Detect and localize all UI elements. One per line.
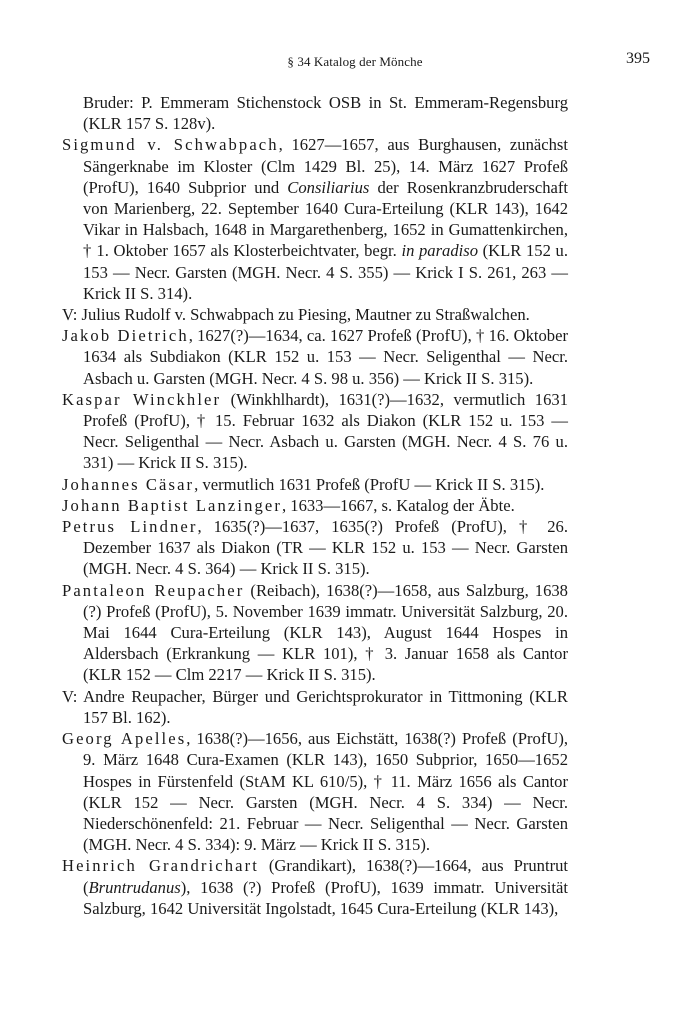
entry-text: Bruder: P. Emmeram Stichenstock OSB in St. Emmeram-Regensburg (KLR 157 S. 128v).: [83, 93, 568, 134]
catalog-entry: [62, 516, 568, 580]
entry-text: , vermutlich 1631 Profeß (ProfU — Krick II S. 315).: [194, 474, 545, 494]
monk-name: Georg Apelles: [62, 729, 187, 749]
entry-continuation: [62, 92, 568, 134]
monk-name: Pantaleon Reupacher: [62, 580, 245, 600]
family-note: V: Andre Reupacher, Bürger und Gerichtsprokurator in Tittmoning (KLR 157 Bl. 162).: [62, 686, 568, 727]
entry-text: , 1627—1657, aus Burghausen, zunächst Sängerknabe im Kloster (Clm 1429 Bl. 25), 14. März 1627 Profeß (ProfU), 1640 Subprior und: [83, 135, 568, 197]
section-title: § 34 Katalog der Mönche: [287, 54, 423, 69]
monk-name: Kaspar Winckhler: [62, 389, 222, 409]
monk-name: Sigmund v. Schwabpach: [62, 135, 279, 155]
monk-name: Johann Baptist Lanzinger: [62, 495, 282, 515]
monk-name: Johannes Cäsar: [62, 474, 195, 494]
entry-text: , 1627(?)—1634, ca. 1627 Profeß (ProfU), † 16. Oktober 1634 als Subdiakon (KLR 152 u. 153 — Necr. Seligenthal — Necr. Asbach u. Garsten (MGH. Necr. 4 S. 98 u. 356) — Krick II S. 315).: [83, 326, 568, 388]
entry-text: (KLR 152 u. 153 — Necr. Garsten (MGH. Necr. 4 S. 355) — Krick I S. 261, 263 — Krick II S. 314).: [83, 241, 568, 303]
catalog-entry: [62, 495, 568, 516]
catalog-entry: [62, 855, 568, 919]
catalog-body: [62, 92, 568, 919]
catalog-entry: [62, 580, 568, 686]
entry-text: , 1638(?)—1656, aus Eichstätt, 1638(?) Profeß (ProfU), 9. März 1648 Cura-Examen (KLR 143), 1650 Subprior, 1650—1652 Hospes in Fürstenfeld (StAM KL 610/5), † 11. März 1656 als Cantor (KLR 152 — Necr. Garsten (MGH. Necr. 4 S. 334) — Necr. Niederschönenfeld: 21. Februar — Necr. Seligenthal — Necr. Garsten (MGH. Necr. 4 S. 334): 9. März — Krick II S. 315).: [83, 729, 568, 855]
entry-text: , 1635(?)—1637, 1635(?) Profeß (ProfU), † 26. Dezember 1637 als Diakon (TR — KLR 152 u. 153 — Necr. Garsten (MGH. Necr. 4 S. 364) — Krick II S. 315).: [83, 517, 569, 579]
catalog-entry: [62, 134, 568, 304]
catalog-entry: [62, 474, 568, 495]
entry-text: , 1633—1667, s. Katalog der Äbte.: [281, 495, 515, 515]
catalog-entry: [62, 389, 568, 474]
entry-text: (Reibach), 1638(?)—1658, aus Salzburg, 1638 (?) Profeß (ProfU), 5. November 1639 immatr. Universität Salzburg, 20. Mai 1644 Cura-Erteilung (KLR 143), August 1644 Hospes in Aldersbach (Erkrankung — KLR 101), † 3. Januar 1658 als Cantor (KLR 152 — Clm 2217 — Krick II S. 315).: [83, 580, 568, 685]
entry-italic: in paradiso: [401, 241, 479, 261]
catalog-entry: [62, 728, 568, 855]
entry-text: (Grandikart), 1638(?)—1664, aus Pruntrut (: [83, 856, 568, 897]
entry-text: (Winkhlhardt), 1631(?)—1632, vermutlich 1631 Profeß (ProfU), † 15. Februar 1632 als Diakon (KLR 152 u. 153 — Necr. Seligenthal — Necr. Asbach u. Garsten (MGH. Necr. 4 S. 76 u. 331) — Krick II S. 315).: [83, 389, 568, 473]
entry-text: der Rosenkranzbruderschaft von Marienberg, 22. September 1640 Cura-Erteilung (KLR 143), 1642 Vikar in Halsbach, 1648 in Margarethenberg, 1652 in Gumattenkirchen, † 1. Oktober 1657 als Klosterbeichtvater, begr.: [83, 177, 569, 261]
entry-italic: Bruntrudanus: [88, 877, 181, 897]
entry-italic: Consiliarius: [287, 177, 370, 197]
family-note: V: Julius Rudolf v. Schwabpach zu Piesing, Mautner zu Straßwalchen.: [62, 305, 530, 325]
entry-text: ), 1638 (?) Profeß (ProfU), 1639 immatr. Universität Salzburg, 1642 Universität Ingolstadt, 1645 Cura-Erteilung (KLR 143),: [83, 877, 568, 918]
page-number: 395: [626, 50, 650, 67]
catalog-entry: [62, 325, 568, 389]
monk-name: Jakob Dietrich: [62, 326, 189, 346]
monk-name: Petrus Lindner: [62, 517, 198, 537]
running-header: [60, 50, 650, 72]
monk-name: Heinrich Grandrichart: [62, 856, 259, 876]
